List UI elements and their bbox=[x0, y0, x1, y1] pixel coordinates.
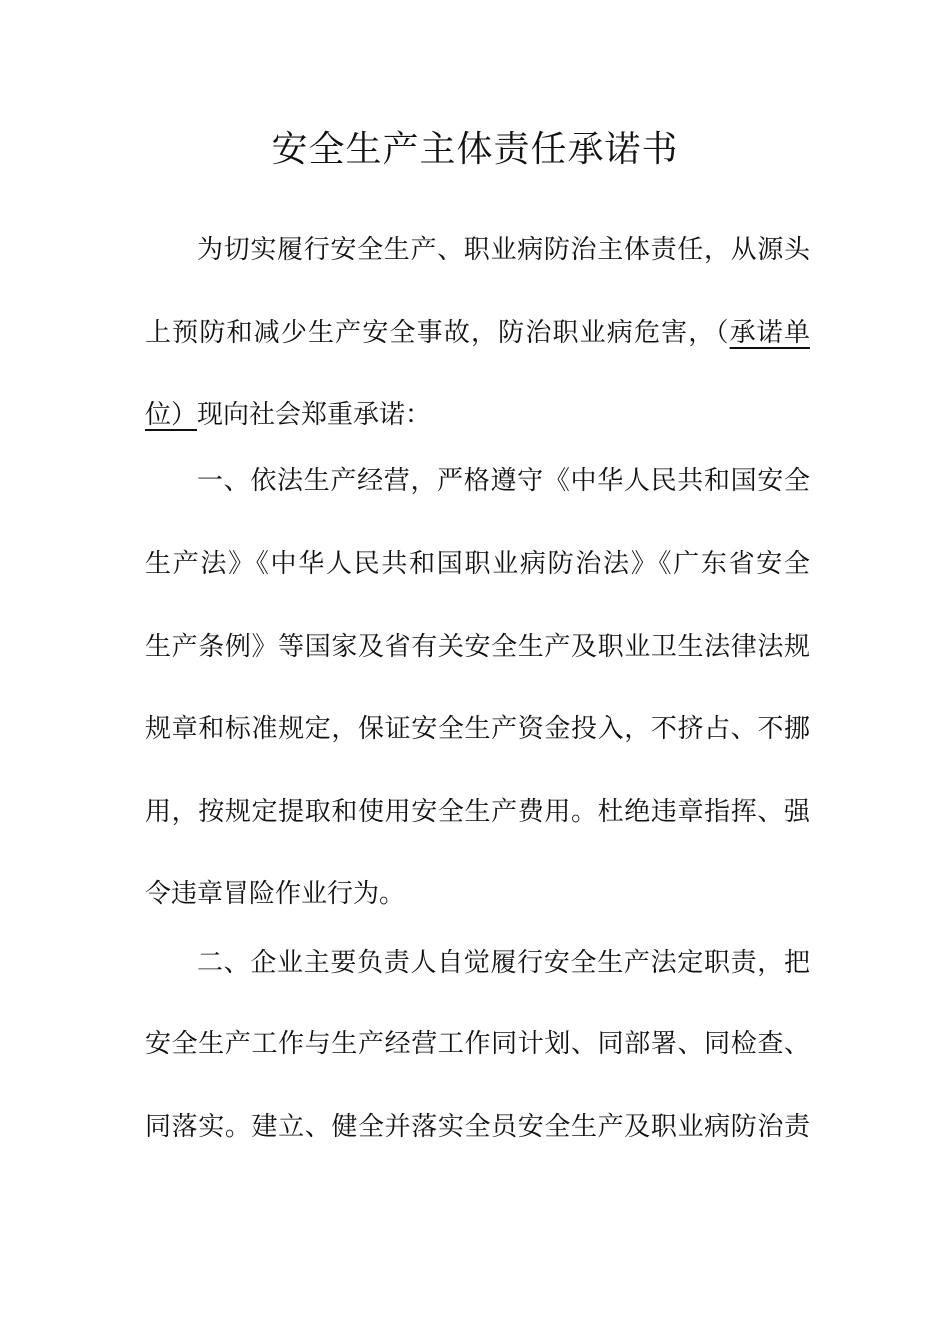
section2-line-2: 安全生产工作与生产经营工作同计划、同部署、同检查、 bbox=[145, 1029, 810, 1059]
intro-line-2 bbox=[145, 315, 810, 351]
section1-line-3: 生产条例》等国家及省有关安全生产及职业卫生法律法规 bbox=[145, 632, 810, 662]
intro-line-3-text: 现向社会郑重承诺： bbox=[197, 400, 432, 430]
section1-line-2: 生产法》《中华人民共和国职业病防治法》《广东省安全 bbox=[145, 549, 810, 579]
document-title: 安全生产主体责任承诺书 bbox=[271, 129, 679, 170]
section1-line-1: 一、依法生产经营，严格遵守《中华人民共和国安全 bbox=[197, 466, 810, 496]
section1-line-6: 令违章冒险作业行为。 bbox=[145, 879, 406, 909]
placeholder-committing-unit-part1: 承诺单 bbox=[729, 318, 810, 348]
section2-line-1: 二、企业主要负责人自觉履行安全生产法定职责，把 bbox=[197, 948, 810, 978]
section2-line-3: 同落实。建立、健全并落实全员安全生产及职业病防治责 bbox=[145, 1112, 810, 1142]
intro-line-1: 为切实履行安全生产、职业病防治主体责任，从源头 bbox=[197, 235, 810, 265]
placeholder-committing-unit-part2: 位） bbox=[145, 400, 198, 430]
section1-line-5: 用，按规定提取和使用安全生产费用。杜绝违章指挥、强 bbox=[145, 797, 810, 827]
section1-line-4: 规章和标准规定，保证安全生产资金投入，不挤占、不挪 bbox=[145, 714, 810, 744]
intro-line-2-text: 上预防和减少生产安全事故，防治职业病危害，（ bbox=[145, 318, 730, 348]
intro-line-3 bbox=[145, 397, 810, 433]
